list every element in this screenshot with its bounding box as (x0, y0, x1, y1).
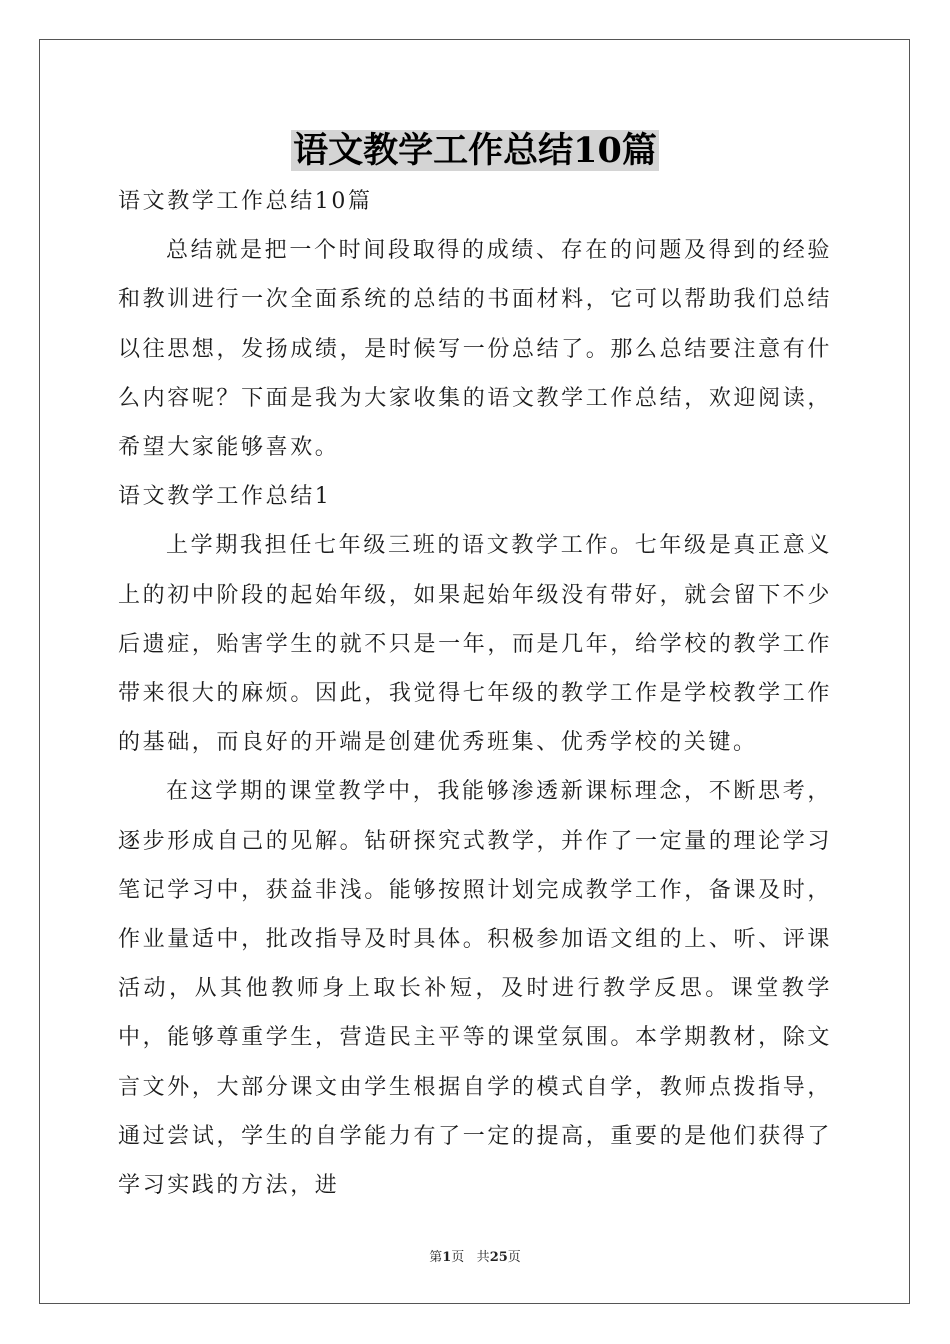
page-suffix: 页 (451, 1250, 465, 1265)
document-body (118, 177, 832, 1210)
section-heading: 语文教学工作总结1 (118, 484, 332, 510)
document-title (0, 125, 950, 177)
page-prefix: 第 (429, 1250, 443, 1265)
page-current: 1 (442, 1250, 452, 1265)
total-suffix: 页 (507, 1250, 521, 1265)
page-footer (0, 1246, 950, 1265)
page-total: 25 (489, 1250, 508, 1265)
section-paragraph-2: 在这学期的课堂教学中，我能够渗透新课标理念，不断思考，逐步形成自己的见解。钻研探究式教学，并作了一定量的理论学习笔记学习中，获益非浅。能够按照计划完成教学工作，备课及时，作业量适中，批改指导及时具体。积极参加语文组的上、听、评课活动，从其他教师身上取长补短，及时进行教学反思。课堂教学中，能够尊重学生，营造民主平等的课堂氛围。本学期教材，除文言文外，大部分课文由学生根据自学的模式自学，教师点拨指导，通过尝试，学生的自学能力有了一定的提高，重要的是他们获得了学习实践的方法，进 (118, 779, 832, 1199)
total-prefix: 共 (476, 1250, 490, 1265)
subtitle: 语文教学工作总结10篇 (118, 189, 373, 214)
document-title-text: 语文教学工作总结10篇 (293, 130, 657, 171)
intro-paragraph: 总结就是把一个时间段取得的成绩、存在的问题及得到的经验和教训进行一次全面系统的总结的书面材料，它可以帮助我们总结以往思想，发扬成绩，是时候写一份总结了。那么总结要注意有什么内容呢？下面是我为大家收集的语文教学工作总结，欢迎阅读，希望大家能够喜欢。 (118, 238, 832, 461)
section-paragraph-1: 上学期我担任七年级三班的语文教学工作。七年级是真正意义上的初中阶段的起始年级，如果起始年级没有带好，就会留下不少后遗症，贻害学生的就不只是一年，而是几年，给学校的教学工作带来很大的麻烦。因此，我觉得七年级的教学工作是学校教学工作的基础，而良好的开端是创建优秀班集、优秀学校的关键。 (118, 533, 832, 756)
